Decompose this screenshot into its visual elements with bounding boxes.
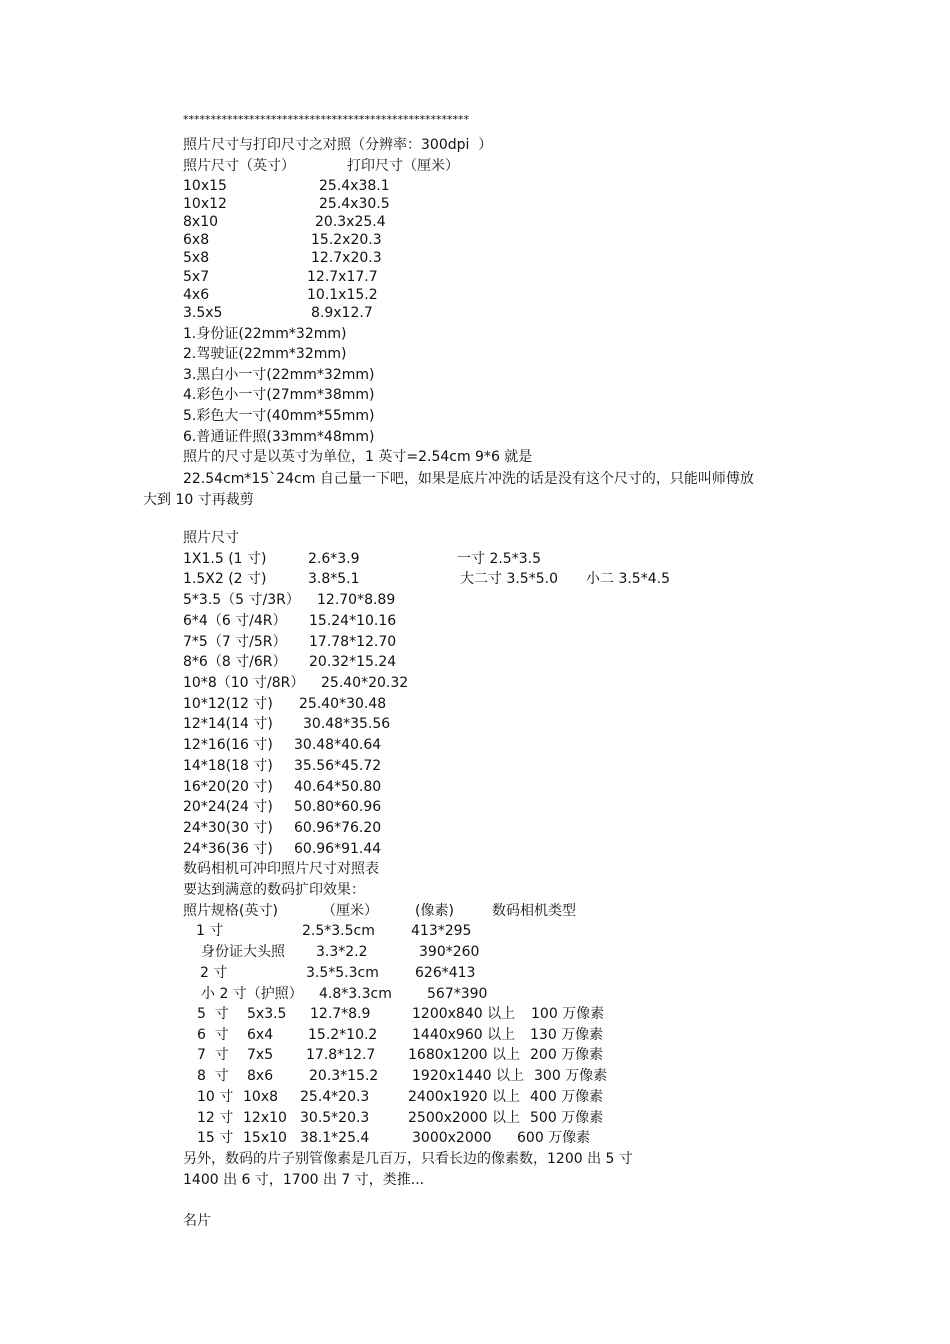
separator-stars: **************************************************** bbox=[183, 113, 469, 126]
table3-cell: 1440x960 以上 bbox=[412, 1027, 516, 1043]
table2-cell: 一寸 2.5*3.5 bbox=[457, 551, 541, 567]
section-title-digital: 数码相机可冲印照片尺寸对照表 bbox=[183, 861, 379, 877]
table2-cell: 8*6（8 寸/6R） bbox=[183, 654, 287, 670]
table1-cell: 12.7x17.7 bbox=[307, 269, 378, 285]
table2-cell: 20*24(24 寸) bbox=[183, 799, 273, 815]
table3-cell: 38.1*25.4 bbox=[300, 1130, 370, 1146]
table3-cell: 12x10 bbox=[243, 1110, 287, 1126]
table3-cell: 3.3*2.2 bbox=[316, 944, 368, 960]
table2-cell: 24*36(36 寸) bbox=[183, 841, 273, 857]
table1-cell: 10.1x15.2 bbox=[307, 287, 378, 303]
list-item: 1.身份证(22mm*32mm) bbox=[183, 326, 347, 342]
table3-cell: 300 万像素 bbox=[534, 1068, 608, 1084]
table2-cell: 12*14(14 寸) bbox=[183, 716, 273, 732]
table3-cell: 6 寸 bbox=[197, 1027, 229, 1043]
table2-cell: 12.70*8.89 bbox=[317, 592, 396, 608]
table3-cell: 2500x2000 以上 bbox=[408, 1110, 520, 1126]
table3-cell: 1200x840 以上 bbox=[412, 1006, 516, 1022]
table2-cell: 6*4（6 寸/4R） bbox=[183, 613, 287, 629]
table2-cell: 20.32*15.24 bbox=[309, 654, 397, 670]
section-title-photo-size: 照片尺寸 bbox=[183, 530, 239, 546]
section-subtitle: 要达到满意的数码扩印效果： bbox=[183, 882, 365, 898]
section-title-print-size: 照片尺寸与打印尺寸之对照（分辨率：300dpi ） bbox=[183, 137, 493, 153]
table1-header-photo-size: 照片尺寸（英寸） bbox=[183, 158, 295, 174]
table3-cell: 1920x1440 以上 bbox=[412, 1068, 524, 1084]
table2-cell: 60.96*91.44 bbox=[294, 841, 382, 857]
table3-cell: 1 寸 bbox=[196, 923, 224, 939]
table3-cell: 17.8*12.7 bbox=[306, 1047, 376, 1063]
table2-cell: 10*12(12 寸) bbox=[183, 696, 273, 712]
table1-cell: 3.5x5 bbox=[183, 305, 223, 321]
table3-cell: 6x4 bbox=[247, 1027, 274, 1043]
table3-cell: 5x3.5 bbox=[247, 1006, 287, 1022]
table3-cell: 2400x1920 以上 bbox=[408, 1089, 520, 1105]
table3-cell: 3.5*5.3cm bbox=[306, 965, 379, 981]
table1-cell: 25.4x38.1 bbox=[319, 178, 390, 194]
table2-cell: 30.48*35.56 bbox=[303, 716, 391, 732]
table2-cell: 16*20(20 寸) bbox=[183, 779, 273, 795]
table3-cell: 30.5*20.3 bbox=[300, 1110, 370, 1126]
table3-cell: 10 寸 bbox=[197, 1089, 234, 1105]
table1-cell: 10x12 bbox=[183, 196, 227, 212]
table3-cell: 2 寸 bbox=[200, 965, 228, 981]
table3-cell: 600 万像素 bbox=[517, 1130, 591, 1146]
table3-header: （厘米） bbox=[322, 903, 378, 919]
table2-cell: 25.40*20.32 bbox=[321, 675, 409, 691]
table2-cell: 14*18(18 寸) bbox=[183, 758, 273, 774]
table3-cell: 567*390 bbox=[427, 986, 488, 1002]
table1-cell: 5x8 bbox=[183, 250, 210, 266]
table3-header: 数码相机类型 bbox=[492, 903, 576, 919]
table2-cell: 30.48*40.64 bbox=[294, 737, 382, 753]
table3-cell: 130 万像素 bbox=[530, 1027, 604, 1043]
table2-cell: 60.96*76.20 bbox=[294, 820, 382, 836]
table2-cell: 24*30(30 寸) bbox=[183, 820, 273, 836]
table3-cell: 25.4*20.3 bbox=[300, 1089, 370, 1105]
table2-cell: 17.78*12.70 bbox=[309, 634, 397, 650]
table1-cell: 8x10 bbox=[183, 214, 219, 230]
table3-cell: 626*413 bbox=[415, 965, 476, 981]
table3-cell: 3000x2000 bbox=[412, 1130, 492, 1146]
table3-cell: 8 寸 bbox=[197, 1068, 229, 1084]
table3-cell: 2.5*3.5cm bbox=[302, 923, 375, 939]
table3-cell: 7x5 bbox=[247, 1047, 274, 1063]
table3-cell: 413*295 bbox=[411, 923, 472, 939]
table3-cell: 15 寸 bbox=[197, 1130, 234, 1146]
table2-cell: 1X1.5 (1 寸) bbox=[183, 551, 267, 567]
table3-cell: 8x6 bbox=[247, 1068, 274, 1084]
table1-cell: 6x8 bbox=[183, 232, 210, 248]
list-item: 3.黑白小一寸(22mm*32mm) bbox=[183, 367, 375, 383]
paragraph-line: 照片的尺寸是以英寸为单位，1 英寸=2.54cm 9*6 就是 bbox=[183, 449, 533, 465]
table2-cell: 1.5X2 (2 寸) bbox=[183, 571, 267, 587]
table3-cell: 20.3*15.2 bbox=[309, 1068, 379, 1084]
table1-cell: 4x6 bbox=[183, 287, 210, 303]
table2-cell: 7*5（7 寸/5R） bbox=[183, 634, 287, 650]
table3-cell: 390*260 bbox=[419, 944, 480, 960]
table2-cell: 15.24*10.16 bbox=[309, 613, 397, 629]
table3-cell: 15.2*10.2 bbox=[308, 1027, 378, 1043]
table3-cell: 15x10 bbox=[243, 1130, 287, 1146]
table1-header-print-size: 打印尺寸（厘米） bbox=[347, 158, 459, 174]
table3-cell: 1680x1200 以上 bbox=[408, 1047, 520, 1063]
table2-cell: 5*3.5（5 寸/3R） bbox=[183, 592, 300, 608]
list-item: 4.彩色小一寸(27mm*38mm) bbox=[183, 387, 375, 403]
table3-cell: 10x8 bbox=[243, 1089, 279, 1105]
table3-cell: 12 寸 bbox=[197, 1110, 234, 1126]
table1-cell: 15.2x20.3 bbox=[311, 232, 382, 248]
table2-cell: 大二寸 3.5*5.0 bbox=[460, 571, 558, 587]
table1-cell: 12.7x20.3 bbox=[311, 250, 382, 266]
table1-cell: 5x7 bbox=[183, 269, 210, 285]
table3-cell: 7 寸 bbox=[197, 1047, 229, 1063]
table3-cell: 身份证大头照 bbox=[201, 944, 285, 960]
table1-cell: 8.9x12.7 bbox=[311, 305, 373, 321]
table2-cell: 40.64*50.80 bbox=[294, 779, 382, 795]
table2-cell: 50.80*60.96 bbox=[294, 799, 382, 815]
paragraph-line: 另外，数码的片子别管像素是几百万，只看长边的像素数，1200 出 5 寸 bbox=[183, 1151, 633, 1167]
list-item: 2.驾驶证(22mm*32mm) bbox=[183, 346, 347, 362]
table2-cell: 3.8*5.1 bbox=[308, 571, 360, 587]
table3-cell: 小 2 寸（护照） bbox=[201, 986, 303, 1002]
table3-cell: 400 万像素 bbox=[530, 1089, 604, 1105]
list-item: 5.彩色大一寸(40mm*55mm) bbox=[183, 408, 375, 424]
paragraph-line: 22.54cm*15`24cm 自己量一下吧，如果是底片冲洗的话是没有这个尺寸的，只能叫师傅放 bbox=[183, 471, 754, 487]
table1-cell: 25.4x30.5 bbox=[319, 196, 390, 212]
table3-cell: 200 万像素 bbox=[530, 1047, 604, 1063]
table2-cell: 2.6*3.9 bbox=[308, 551, 360, 567]
table2-cell: 10*8（10 寸/8R） bbox=[183, 675, 305, 691]
section-title-business-card: 名片 bbox=[183, 1213, 211, 1229]
table2-cell: 35.56*45.72 bbox=[294, 758, 382, 774]
table3-cell: 12.7*8.9 bbox=[310, 1006, 371, 1022]
table2-cell: 12*16(16 寸) bbox=[183, 737, 273, 753]
table3-cell: 100 万像素 bbox=[531, 1006, 605, 1022]
table1-cell: 10x15 bbox=[183, 178, 227, 194]
table3-cell: 4.8*3.3cm bbox=[319, 986, 392, 1002]
table3-cell: 5 寸 bbox=[197, 1006, 229, 1022]
table2-cell: 小二 3.5*4.5 bbox=[586, 571, 670, 587]
table1-cell: 20.3x25.4 bbox=[315, 214, 386, 230]
list-item: 6.普通证件照(33mm*48mm) bbox=[183, 429, 375, 445]
paragraph-line: 大到 10 寸再裁剪 bbox=[143, 492, 254, 508]
table2-cell: 25.40*30.48 bbox=[299, 696, 387, 712]
paragraph-line: 1400 出 6 寸，1700 出 7 寸，类推... bbox=[183, 1172, 425, 1188]
table3-header: 照片规格(英寸) bbox=[183, 903, 278, 919]
table3-cell: 500 万像素 bbox=[530, 1110, 604, 1126]
table3-header: (像素) bbox=[415, 903, 454, 919]
